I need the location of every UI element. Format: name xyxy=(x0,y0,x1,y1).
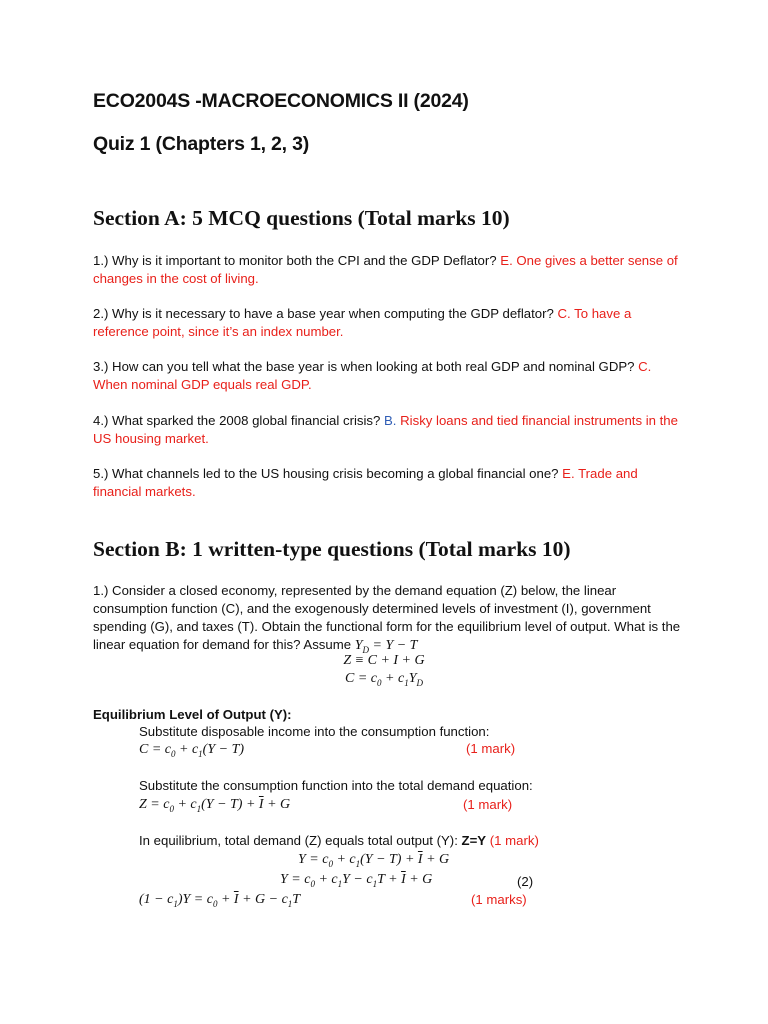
question-text: 3.) How can you tell what the base year is when looking at both real GDP and nominal GDP? xyxy=(93,359,639,374)
step3-mark: (1 mark) xyxy=(486,833,539,848)
answer-text: One gives a better sense of changes in the cost of living. xyxy=(93,253,678,286)
written-question-1 xyxy=(93,582,683,659)
mcq-question-4 xyxy=(93,412,683,448)
step1-text: Substitute disposable income into the consumption function: xyxy=(139,724,490,739)
step2-mark: (1 mark) xyxy=(463,797,513,812)
question-text: 1.) Consider a closed economy, represented by the demand equation (Z) below, the linear consumption function (C), and the exogenously determined levels of investment (I), government spending (G), and taxes (T). Obtain the functional form for the equilibrium level of output. What is the linear equation for demand for this? Assume xyxy=(93,583,681,652)
equilibrium-equation-2: $Y = c_0 + c_1Y - c_1T + \overline{I} + G$ xyxy=(280,872,433,889)
question-text: 4.) What sparked the 2008 global financial crisis? xyxy=(93,413,385,428)
mcq-question-2 xyxy=(93,305,683,341)
answer-letter: C. xyxy=(638,359,652,374)
mcq-question-1 xyxy=(93,252,683,288)
final-mark: (1 marks) xyxy=(471,892,527,907)
course-title: ECO2004S -MACROECONOMICS II (2024) xyxy=(93,90,469,112)
equilibrium-equation-3: $(1 - c_1)Y = c_0 + \overline{I} + G - c_1T$ xyxy=(139,892,301,909)
step2-equation: $Z = c_0 + c_1(Y - T) + \overline{I} + G$ xyxy=(139,797,291,814)
answer-text: Trade and financial markets. xyxy=(93,466,638,499)
equilibrium-heading: Equilibrium Level of Output (Y): xyxy=(93,707,292,722)
section-a-heading: Section A: 5 MCQ questions (Total marks 10) xyxy=(93,206,510,230)
section-b-heading: Section B: 1 written-type questions (Total marks 10) xyxy=(93,537,571,561)
question-text: 1.) Why is it important to monitor both the CPI and the GDP Deflator? xyxy=(93,253,501,268)
answer-text: Risky loans and tied financial instruments in the US housing market. xyxy=(93,413,678,446)
mcq-question-3 xyxy=(93,358,683,394)
answer-text: When nominal GDP equals real GDP. xyxy=(93,377,312,392)
equation-label-2: (2) xyxy=(517,874,534,889)
step1-mark: (1 mark) xyxy=(466,741,516,756)
question-text: 5.) What channels led to the US housing crisis becoming a global financial one? xyxy=(93,466,563,481)
assume-equation: $Y_D = Y - T$ xyxy=(354,638,418,655)
demand-equation: Z ≡ C + I + G xyxy=(343,653,425,668)
question-text: 2.) Why is it necessary to have a base year when computing the GDP deflator? xyxy=(93,306,558,321)
mcq-question-5 xyxy=(93,465,683,501)
step3-bold: Z=Y xyxy=(461,833,487,848)
answer-text: To have a reference point, since it’s an index number. xyxy=(93,306,632,339)
answer-letter: E. xyxy=(500,253,513,268)
step1-equation: $C = c_0 + c_1(Y - T)$ xyxy=(139,742,245,759)
step2-text: Substitute the consumption function into the total demand equation: xyxy=(139,778,533,793)
equilibrium-equation-1: $Y = c_0 + c_1(Y - T) + \overline{I} + G$ xyxy=(298,852,450,869)
step3-text: In equilibrium, total demand (Z) equals total output (Y): Z=Y (1 mark) xyxy=(139,833,539,848)
quiz-title: Quiz 1 (Chapters 1, 2, 3) xyxy=(93,133,310,155)
consumption-equation: $C = c_0 + c_1Y_D$ xyxy=(345,671,423,688)
answer-letter: B. xyxy=(384,413,397,428)
answer-letter: C. xyxy=(557,306,571,321)
answer-letter: E. xyxy=(562,466,575,481)
